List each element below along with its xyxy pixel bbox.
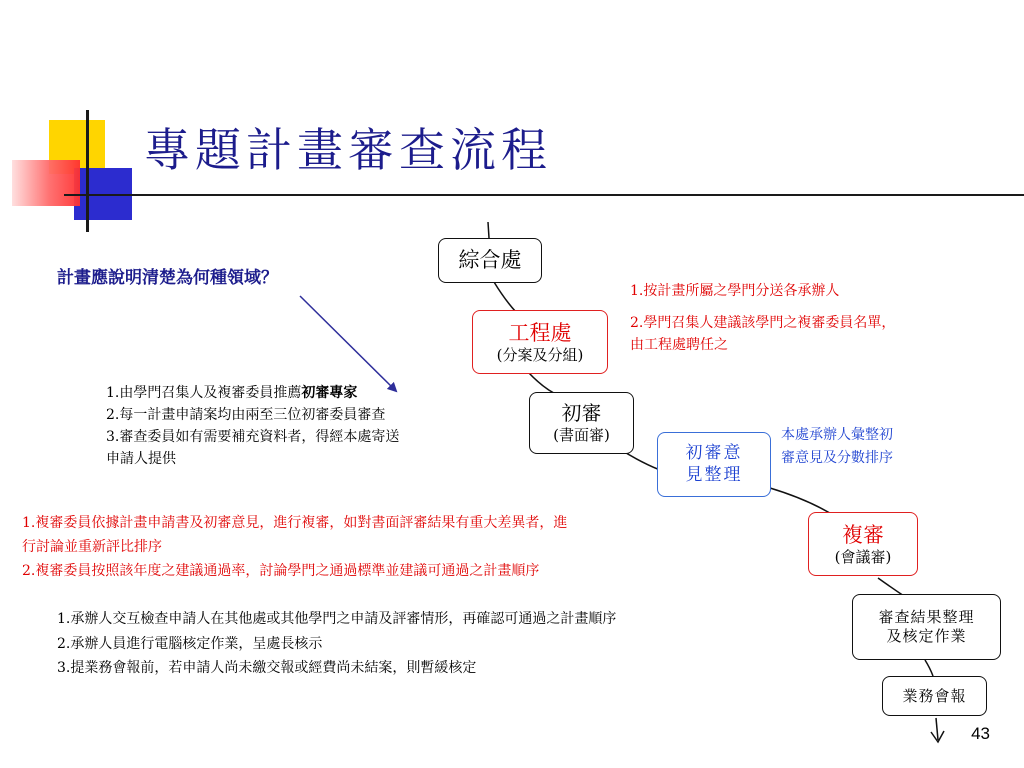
re-review-note-2: 行討論並重新評比排序 <box>22 539 162 555</box>
question-arrow <box>300 296 396 391</box>
initial-review-note-4: 申請人提供 <box>106 451 176 467</box>
connector-result-to-report <box>925 660 933 676</box>
node-initial-opinion-line1: 初審意 <box>685 443 743 464</box>
initial-review-note-1-text: 1.由學門召集人及複審委員推薦 <box>106 385 302 401</box>
node-engineering-label: 工程處 <box>508 320 572 345</box>
page-number: 43 <box>971 724 990 743</box>
opinion-note-1: 本處承辦人彙整初 <box>781 427 893 443</box>
slide-title: 專題計畫審查流程 <box>144 123 552 177</box>
node-initial-review-label: 初審 <box>561 401 602 426</box>
question-text: 計畫應說明清楚為何種領域？ <box>57 268 278 288</box>
node-business-report-label: 業務會報 <box>902 686 967 705</box>
node-initial-opinion-line2: 見整理 <box>685 464 743 485</box>
initial-review-note-1-bold: 初審專家 <box>301 385 358 401</box>
result-note-2: 2.承辦人員進行電腦核定作業，呈處長核示 <box>57 636 323 652</box>
initial-review-note-3: 3.審查委員如有需要補充資料者，得經本處寄送 <box>106 429 400 445</box>
node-engineering-sub: (分案及分組) <box>496 345 584 364</box>
node-business-report <box>882 676 987 716</box>
re-review-note-1: 1.複審委員依據計畫申請書及初審意見，進行複審，如對書面評審結果有重大差異者，進 <box>22 515 568 531</box>
result-note-1: 1.承辦人交互檢查申請人在其他處或其他學門之申請及評審情形，再確認可通過之計畫順序 <box>57 611 617 627</box>
node-result-line2: 及核定作業 <box>886 627 967 645</box>
node-re-review-sub: (會議審) <box>834 547 892 566</box>
node-initial-opinion <box>657 432 771 497</box>
node-initial-review-sub: (書面審) <box>553 426 610 445</box>
connector-general-to-engineering <box>494 282 516 312</box>
connector-top <box>488 222 489 238</box>
engineering-note-3: 由工程處聘任之 <box>630 337 728 353</box>
node-initial-review <box>529 392 634 454</box>
opinion-note-2: 審意見及分數排序 <box>781 450 893 466</box>
initial-review-note-1 <box>106 383 357 404</box>
node-engineering <box>472 310 608 374</box>
node-result-line1: 審查結果整理 <box>878 608 975 627</box>
result-note-3: 3.提業務會報前，若申請人尚未繳交報或經費尚未結案，則暫緩核定 <box>57 660 477 676</box>
node-general <box>438 238 542 283</box>
engineering-note-1: 1.按計畫所屬之學門分送各承辦人 <box>630 283 840 299</box>
node-general-label: 綜合處 <box>458 248 522 273</box>
initial-review-note-2: 2.每一計畫申請案均由兩至三位初審委員審查 <box>106 407 386 423</box>
node-re-review-label: 複審 <box>842 522 884 547</box>
node-result <box>852 594 1001 660</box>
connector-report-down <box>936 718 938 740</box>
engineering-note-2: 2.學門召集人建議該學門之複審委員名單， <box>630 315 896 331</box>
re-review-note-3: 2.複審委員按照該年度之建議通過率，討論學門之通過標準並建議可通過之計畫順序 <box>22 563 540 579</box>
node-re-review <box>808 512 918 576</box>
